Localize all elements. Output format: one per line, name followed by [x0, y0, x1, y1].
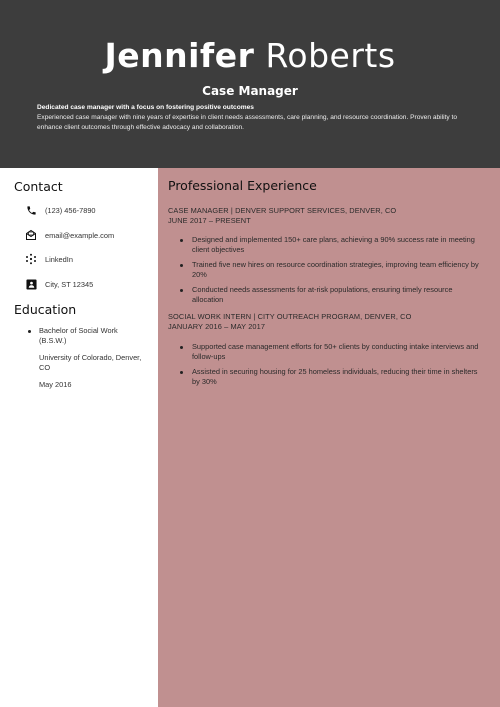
education-degree: Bachelor of Social Work (B.S.W.): [27, 326, 142, 346]
phone-icon: [24, 203, 38, 217]
header-banner: [0, 0, 500, 168]
contact-heading: Contact: [14, 179, 63, 194]
linkedin-icon: [24, 252, 38, 266]
experience-heading: Professional Experience: [168, 178, 317, 193]
linkedin-text: LinkedIn: [45, 254, 73, 264]
summary-body: Experienced case manager with nine years of expertise in client needs assessments, care planning, and resource coordination. Proven ability to enhance client outcomes through effective advocacy and collaboration.: [37, 114, 458, 131]
list-item: Designed and implemented 150+ care plans, achieving a 90% success rate in meeting client objectives: [180, 235, 480, 255]
education-entry: [27, 326, 142, 390]
list-item: Conducted needs assessments for at-risk populations, ensuring timely resource allocation: [180, 285, 480, 305]
job-2-header: [168, 312, 411, 332]
contact-phone: [24, 203, 96, 217]
list-item: Trained five new hires on resource coordination strategies, improving team efficiency by 20%: [180, 260, 480, 280]
summary: [37, 103, 467, 133]
list-item: Assisted in securing housing for 25 homeless individuals, reducing their time in shelters by 30%: [180, 367, 480, 387]
job-1-bullets: [180, 235, 480, 310]
list-item: Supported case management efforts for 50+ clients by conducting intake interviews and follow-ups: [180, 342, 480, 362]
phone-text: (123) 456-7890: [45, 205, 96, 215]
first-name: Jennifer: [104, 36, 255, 75]
education-heading: Education: [14, 302, 77, 317]
location-icon: [24, 277, 38, 291]
location-text: City, ST 12345: [45, 279, 94, 289]
contact-linkedin[interactable]: [24, 252, 73, 266]
summary-lead: Dedicated case manager with a focus on fostering positive outcomes: [37, 104, 254, 111]
job-1-dates: JUNE 2017 – PRESENT: [168, 216, 251, 225]
job-1-header: [168, 206, 396, 226]
job-title: Case Manager: [202, 84, 298, 98]
email-icon: [24, 228, 38, 242]
last-name: Roberts: [265, 36, 396, 75]
candidate-name: [0, 36, 500, 76]
education-date: May 2016: [39, 380, 72, 389]
job-2-bullets: [180, 342, 480, 392]
email-text: email@example.com: [45, 230, 115, 240]
job-2-title: SOCIAL WORK INTERN | CITY OUTREACH PROGRAM, DENVER, CO: [168, 312, 412, 321]
job-2-dates: JANUARY 2016 – MAY 2017: [168, 322, 266, 331]
job-1-title: CASE MANAGER | DENVER SUPPORT SERVICES, DENVER, CO: [168, 206, 397, 215]
contact-location: [24, 277, 93, 291]
contact-email[interactable]: [24, 228, 114, 242]
education-school: University of Colorado, Denver, CO: [39, 353, 142, 372]
